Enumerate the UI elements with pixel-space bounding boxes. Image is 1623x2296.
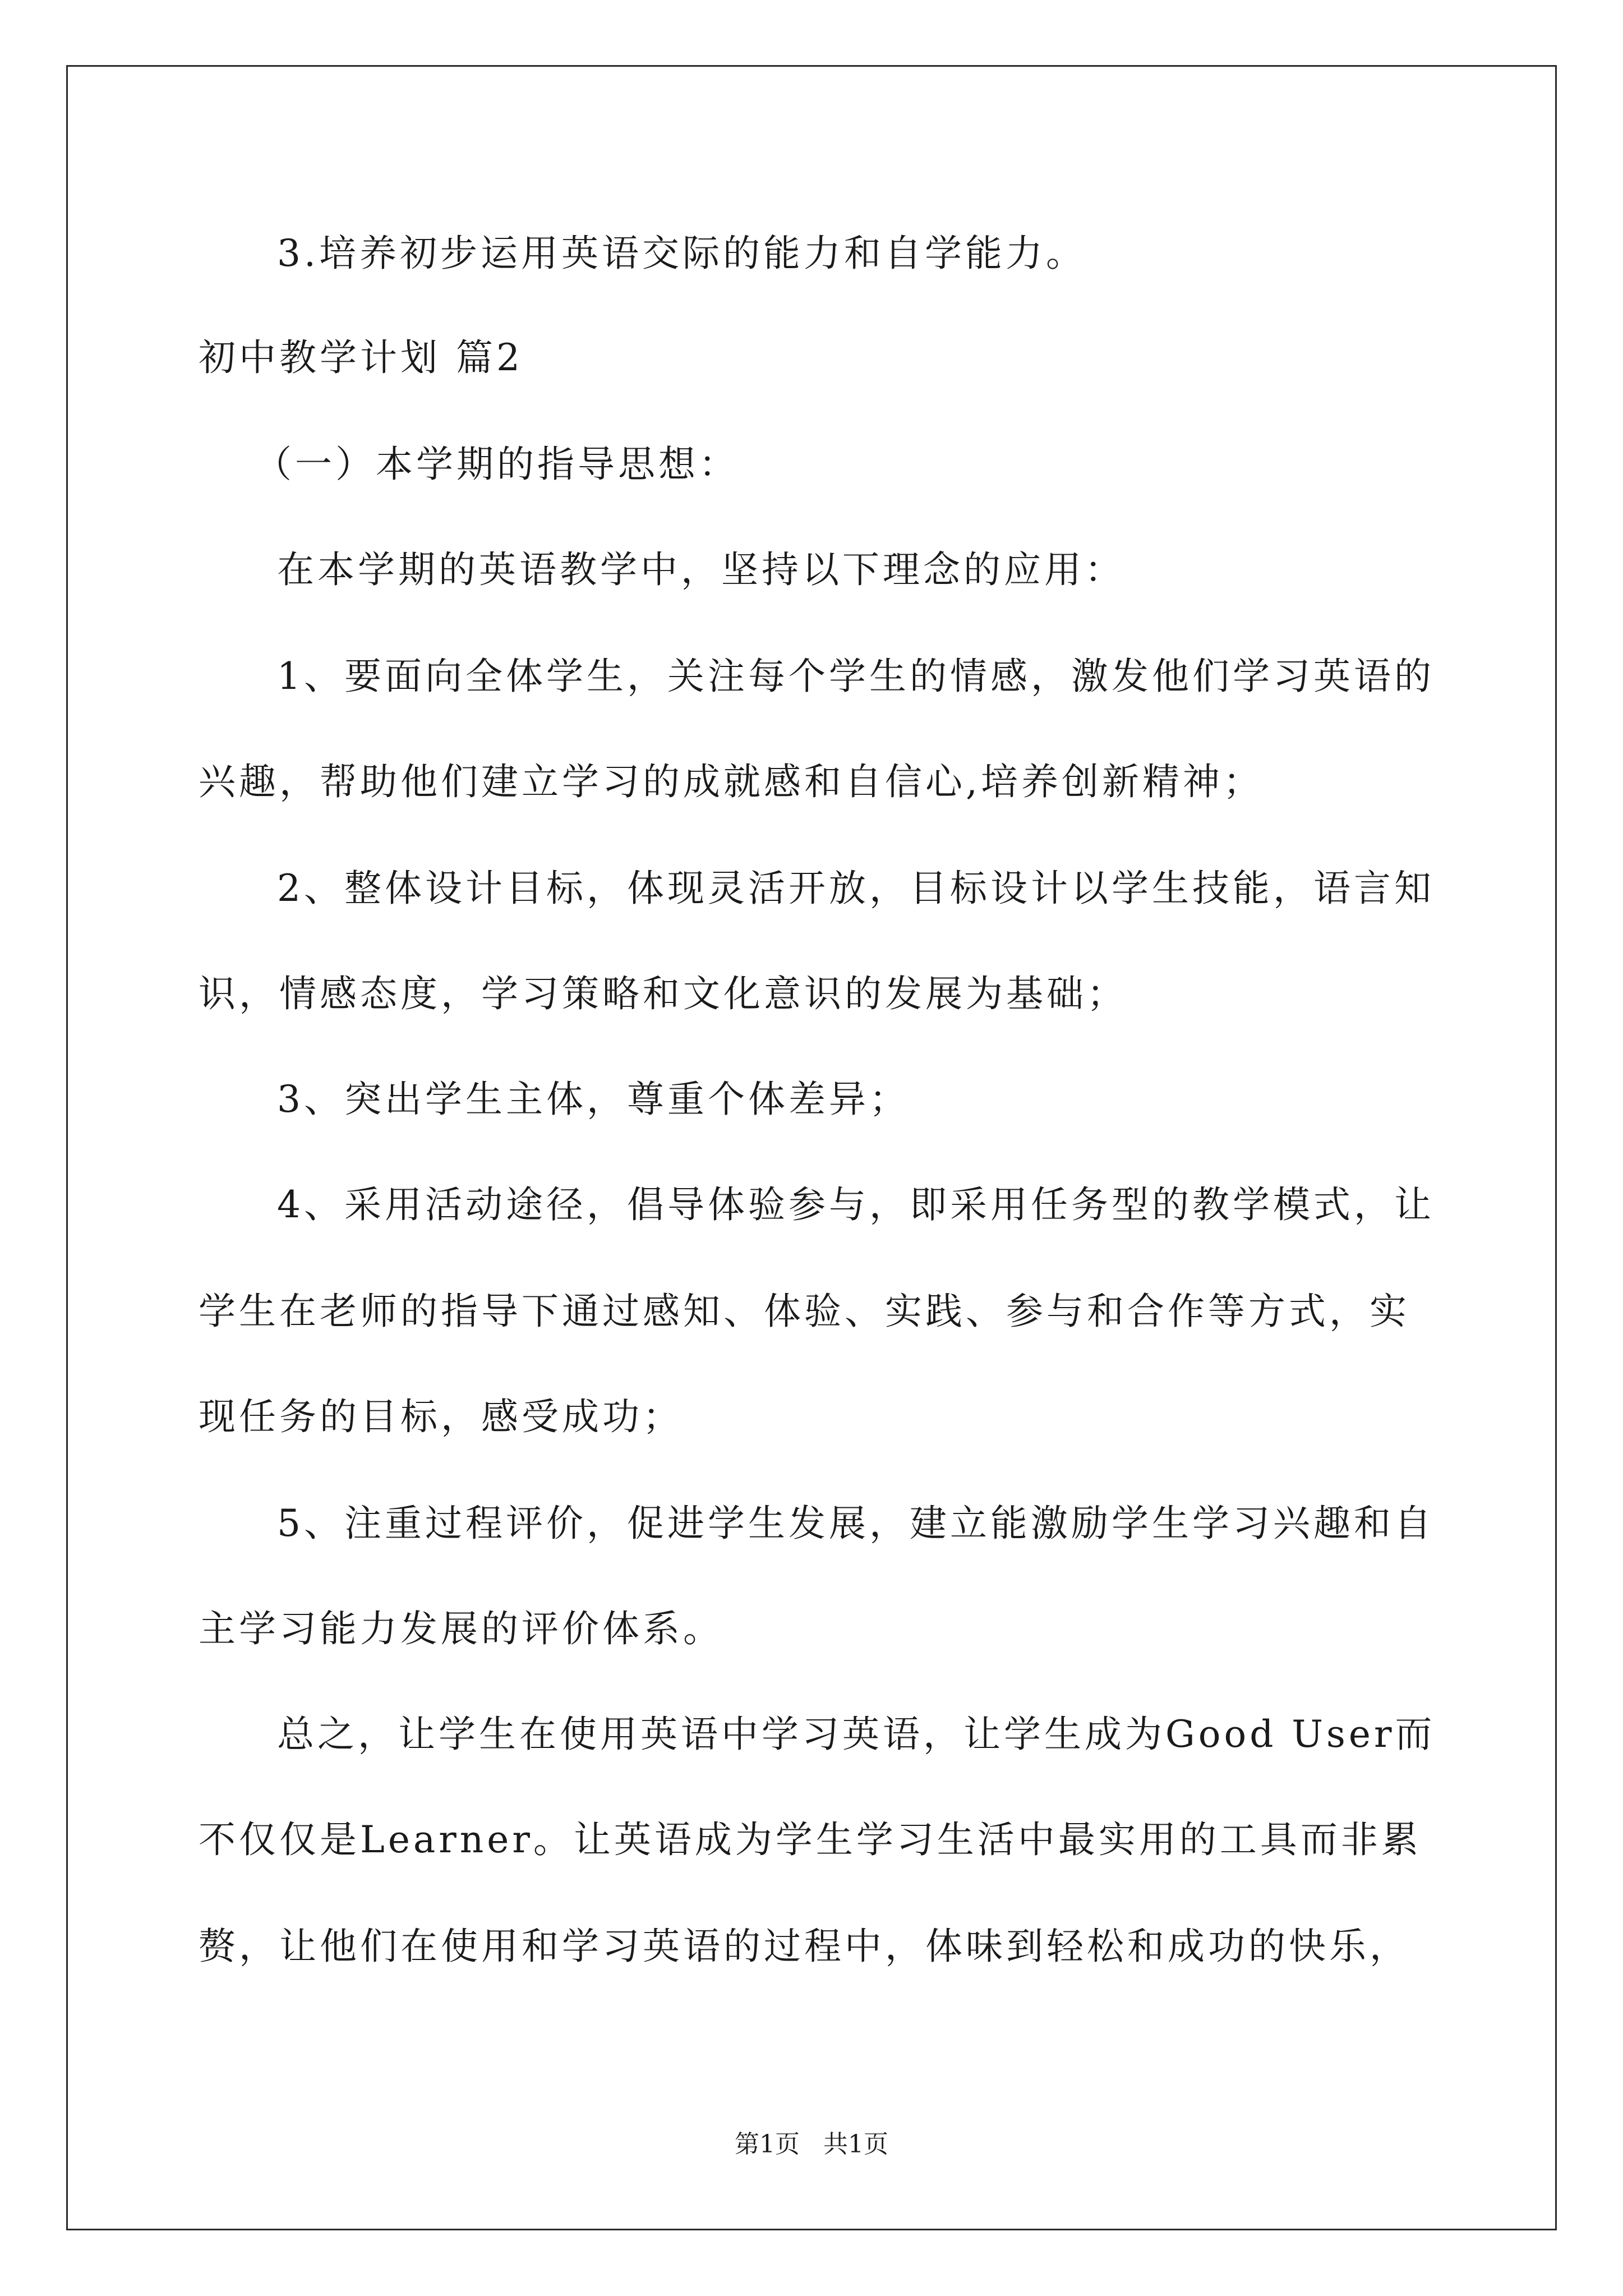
paragraph-line-summary-c: 赘，让他们在使用和学习英语的过程中，体味到轻松和成功的快乐， [199, 1925, 1410, 1968]
paragraph-line-item2-a: 2、整体设计目标，体现灵活开放，目标设计以学生技能，语言知 [277, 867, 1435, 910]
paragraph-line-item1-a: 1、要面向全体学生，关注每个学生的情感，激发他们学习英语的 [277, 655, 1435, 698]
paragraph-line-item5-a: 5、注重过程评价，促进学生发展，建立能激励学生学习兴趣和自 [277, 1502, 1435, 1545]
paragraph-line-summary-a: 总之，让学生在使用英语中学习英语，让学生成为Good User而 [277, 1713, 1436, 1756]
paragraph-line-item2-b: 识，情感态度，学习策略和文化意识的发展为基础； [199, 972, 1127, 1015]
paragraph-line-item4-a: 4、采用活动途径，倡导体验参与，即采用任务型的教学模式，让 [277, 1183, 1435, 1226]
page-footer: 第1页 共1页 [735, 2130, 888, 2159]
paragraph-line-item3: 3、突出学生主体，尊重个体差异； [277, 1078, 910, 1121]
paragraph-line-summary-b: 不仅仅是Learner。让英语成为学生学习生活中最实用的工具而非累 [199, 1818, 1422, 1861]
paragraph-line-item5-b: 主学习能力发展的评价体系。 [199, 1607, 723, 1650]
section-heading: 初中教学计划 篇2 [199, 336, 523, 379]
paragraph-line-intro: 在本学期的英语教学中，坚持以下理念的应用： [277, 548, 1125, 591]
paragraph-line-item4-c: 现任务的目标，感受成功； [199, 1395, 683, 1438]
subheading-guiding-thought: （一）本学期的指导思想： [255, 443, 739, 486]
page-border [66, 65, 1557, 2230]
paragraph-line-item1-b: 兴趣，帮助他们建立学习的成就感和自信心,培养创新精神； [199, 760, 1264, 803]
paragraph-line-1: 3.培养初步运用英语交际的能力和自学能力。 [277, 232, 1086, 275]
paragraph-line-item4-b: 学生在老师的指导下通过感知、体验、实践、参与和合作等方式，实 [199, 1290, 1410, 1333]
